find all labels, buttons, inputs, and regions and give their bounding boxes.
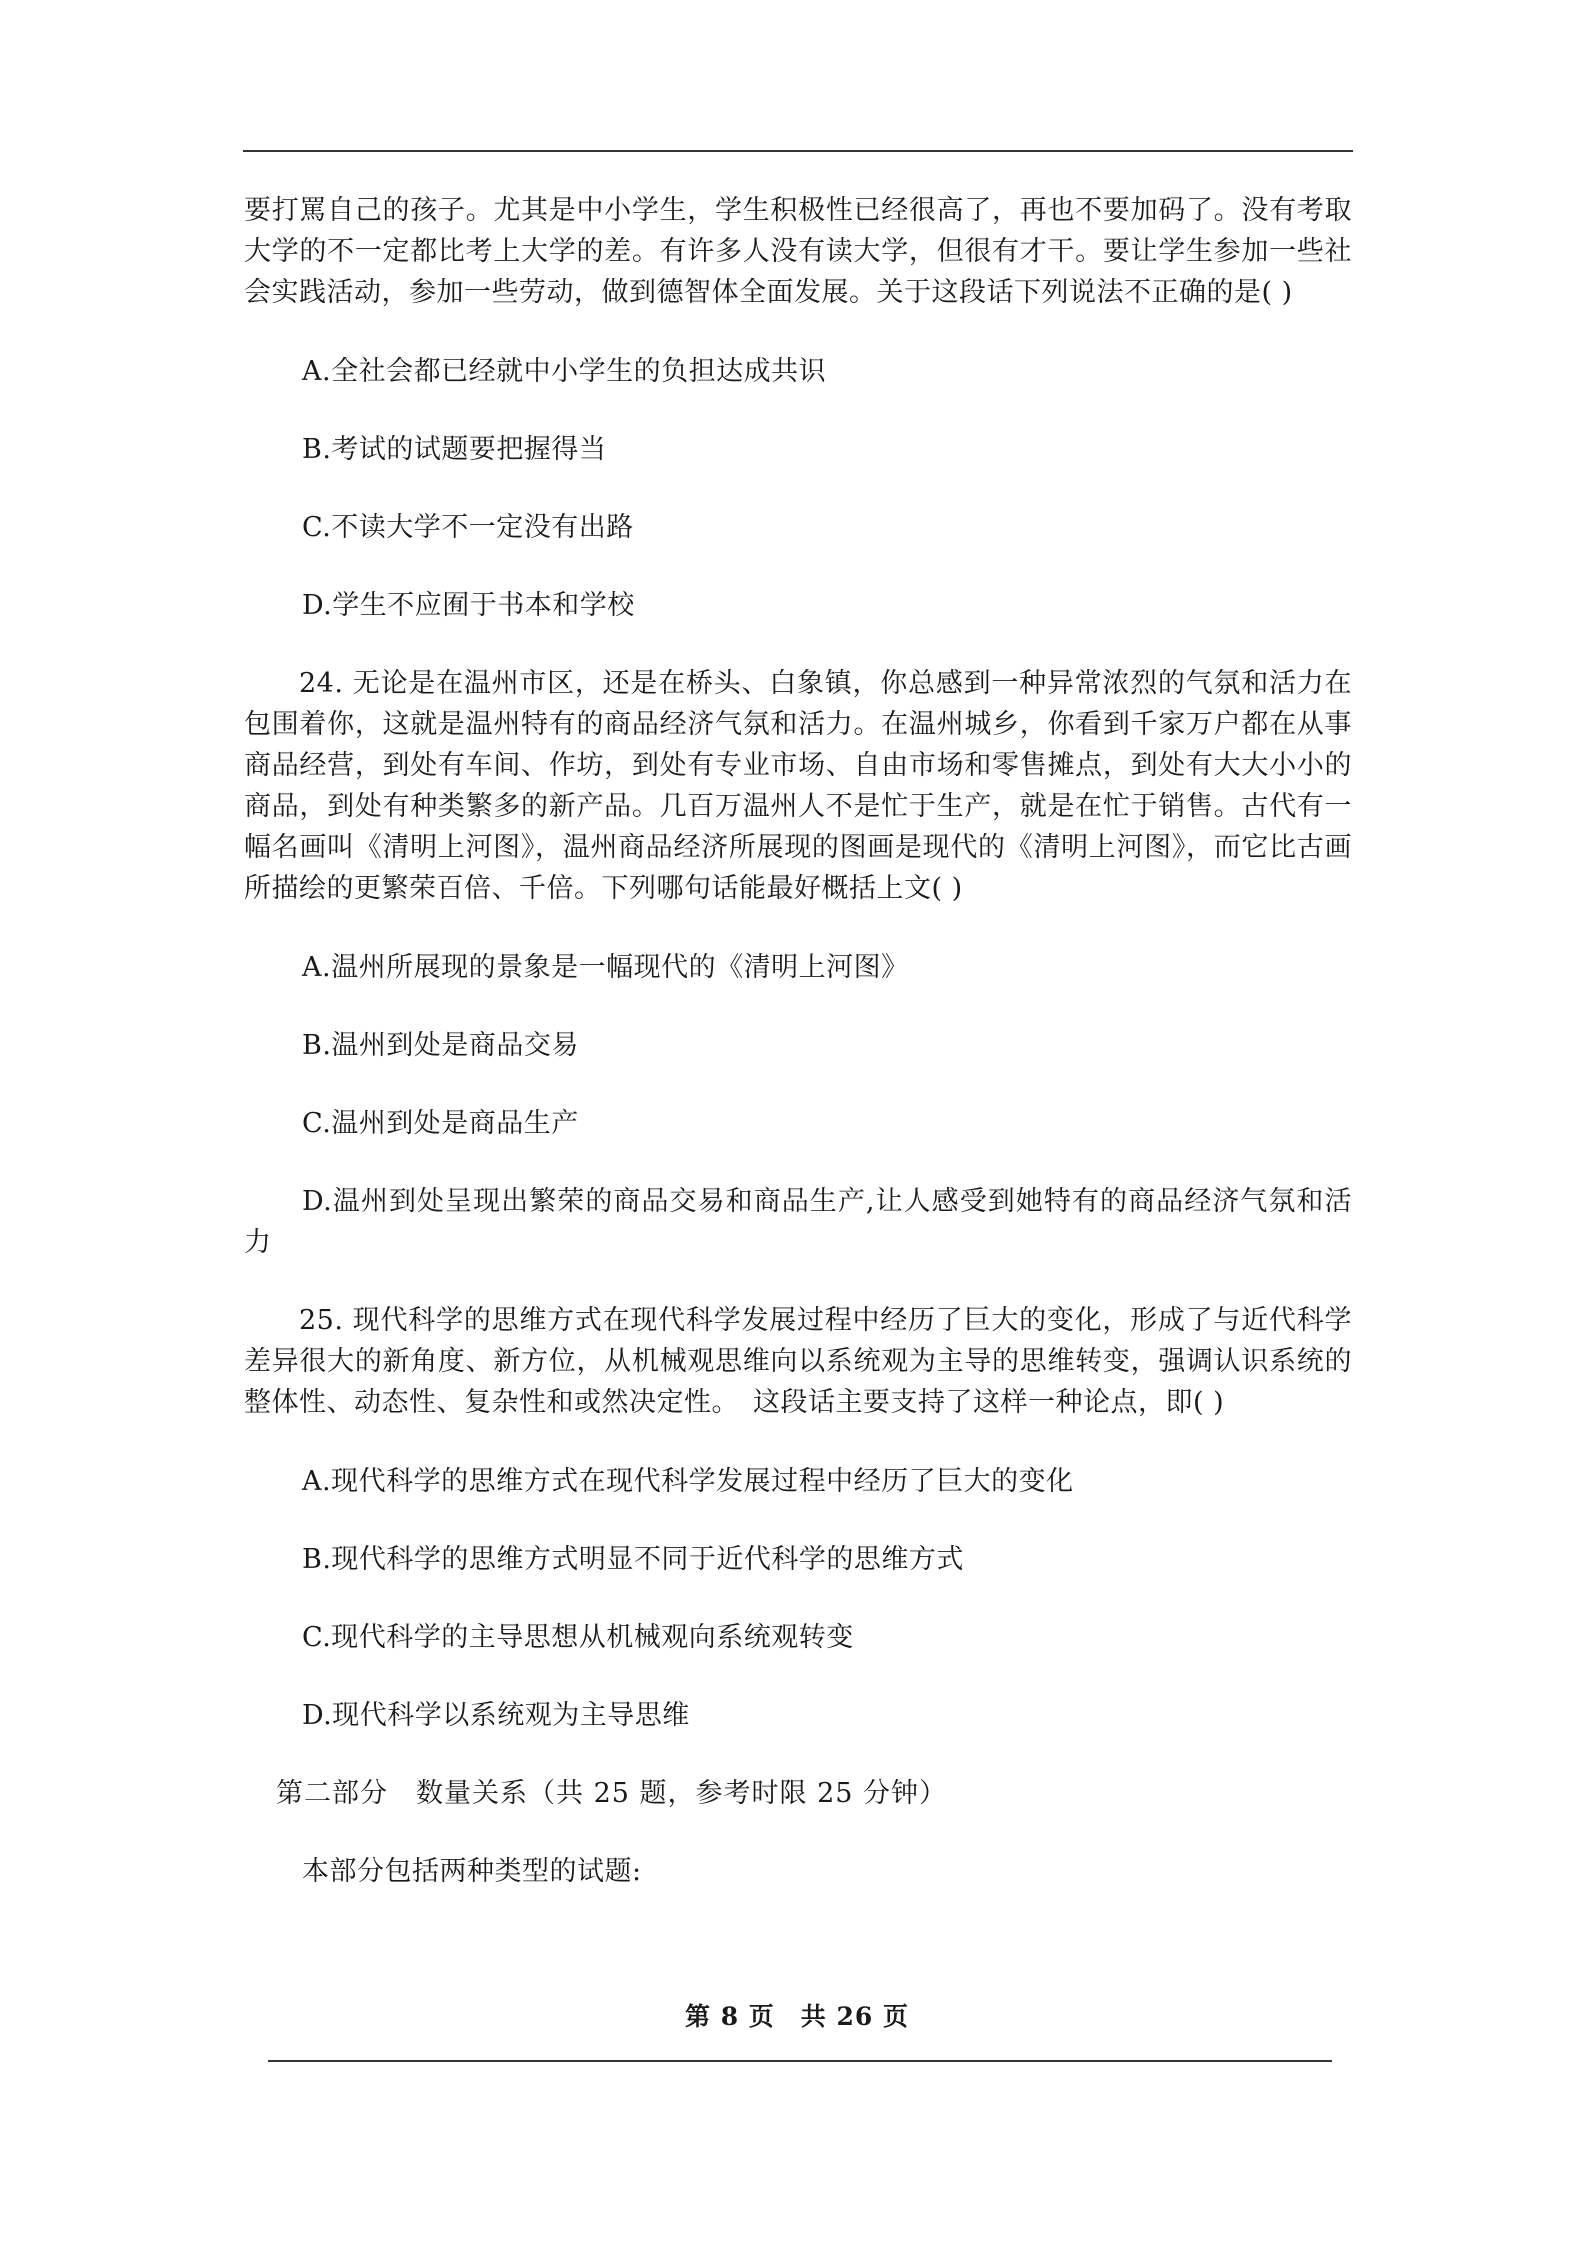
intro-option-a: A.全社会都已经就中小学生的负担达成共识	[302, 356, 827, 387]
question-24-option-a: A.温州所展现的景象是一幅现代的《清明上河图》	[302, 952, 909, 983]
header-rule	[243, 150, 1353, 152]
question-25-option-a: A.现代科学的思维方式在现代科学发展过程中经历了巨大的变化	[302, 1466, 1074, 1497]
intro-option-c: C.不读大学不一定没有出路	[302, 512, 634, 543]
intro-option-d: D.学生不应囿于书本和学校	[302, 590, 635, 621]
footer-rule	[268, 2060, 1332, 2062]
intro-paragraph: 要打罵自己的孩子。尤其是中小学生，学生积极性已经很高了，再也不要加码了。没有考取大学的不一定都比考上大学的差。有许多人没有读大学，但很有才干。要让学生参加一些社会实践活动，参加一些劳动，做到德智体全面发展。关于这段话下列说法不正确的是( )	[244, 195, 1352, 308]
question-24-option-b: B.温州到处是商品交易	[302, 1030, 579, 1061]
section-title: 第二部分 数量关系（共 25 题，参考时限 25 分钟）	[276, 1778, 948, 1809]
question-24-stem: 24. 无论是在温州市区，还是在桥头、白象镇，你总感到一种异常浓烈的气氛和活力在包围着你，这就是温州特有的商品经济气氛和活力。在温州城乡，你看到千家万户都在从事商品经营，到处有车间、作坊，到处有专业市场、自由市场和零售摊点，到处有大大小小的商品，到处有种类繁多的新产品。几百万温州人不是忙于生产，就是在忙于销售。古代有一幅名画叫《清明上河图》，温州商品经济所展现的图画是现代的《清明上河图》，而它比古画所描绘的更繁荣百倍、千倍。下列哪句话能最好概括上文( )	[244, 668, 1352, 904]
page-number-footer: 第 8 页 共 26 页	[685, 2002, 909, 2031]
question-25-option-c: C.现代科学的主导思想从机械观向系统观转变	[302, 1622, 854, 1653]
intro-option-b: B.考试的试题要把握得当	[302, 434, 607, 465]
page-content	[244, 190, 1352, 1892]
question-24-option-c: C.温州到处是商品生产	[302, 1108, 579, 1139]
question-25-option-d: D.现代科学以系统观为主导思维	[302, 1700, 690, 1731]
question-25-stem: 25. 现代科学的思维方式在现代科学发展过程中经历了巨大的变化，形成了与近代科学差异很大的新角度、新方位，从机械观思维向以系统观为主导的思维转变，强调认识系统的整体性、动态性、复杂性和或然决定性。 这段话主要支持了这样一种论点，即( )	[244, 1305, 1352, 1418]
section-intro: 本部分包括两种类型的试题:	[302, 1856, 642, 1887]
question-24-option-d: D.温州到处呈现出繁荣的商品交易和商品生产,让人感受到她特有的商品经济气氛和活力	[244, 1186, 1352, 1258]
question-25-option-b: B.现代科学的思维方式明显不同于近代科学的思维方式	[302, 1544, 964, 1575]
